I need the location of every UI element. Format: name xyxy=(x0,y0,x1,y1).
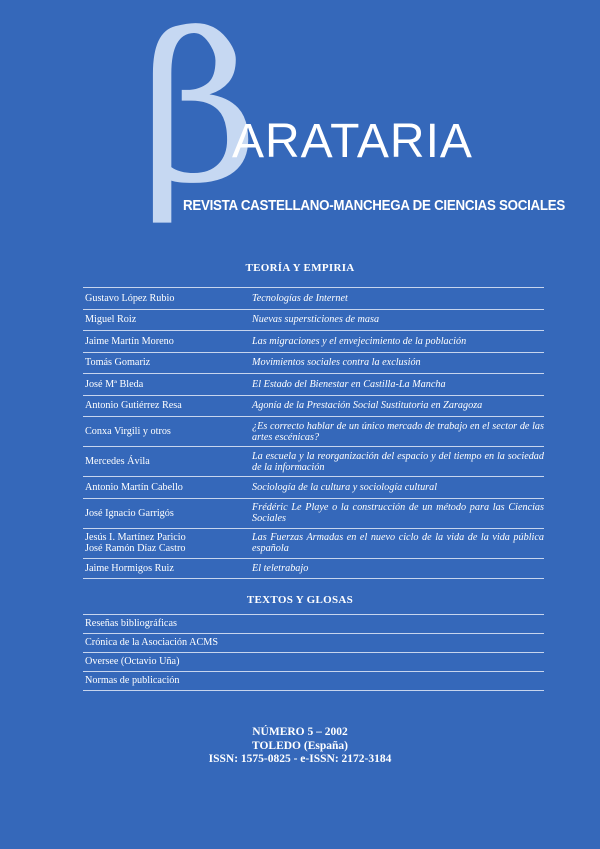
toc-row xyxy=(83,498,544,528)
toc-author: Jaime Martín Moreno xyxy=(85,335,174,347)
toc-title: Nuevas supersticiones de masa xyxy=(252,314,380,326)
toc-row xyxy=(83,352,544,374)
toc-author: Gustavo López Rubio xyxy=(85,292,175,304)
toc-title: Agonía de la Prestación Social Sustitutoria en Zaragoza xyxy=(252,400,483,412)
issue-number: NÚMERO 5 – 2002 xyxy=(252,726,348,738)
toc-row xyxy=(83,330,544,352)
toc-title: Las Fuerzas Armadas en el nuevo ciclo de la vida de la vida pública española xyxy=(252,532,544,554)
toc-author: Miguel Roiz xyxy=(85,314,137,326)
toc-author: Tomás Gomariz xyxy=(85,357,151,369)
list-item: Oversee (Octavio Uña) xyxy=(83,652,544,671)
toc-author: Jaime Hormigos Ruiz xyxy=(85,562,174,574)
list-item: Crónica de la Asociación ACMS xyxy=(83,633,544,652)
logo-subtitle: REVISTA CASTELLANO-MANCHEGA DE CIENCIAS SOCIALES xyxy=(183,198,566,214)
table-of-contents xyxy=(83,287,544,579)
list-item: Normas de publicación xyxy=(83,671,544,691)
toc-title: Movimientos sociales contra la exclusión xyxy=(252,357,421,369)
toc-title: ¿Es correcto hablar de un único mercado de trabajo en el sector de las artes escénicas? xyxy=(252,420,544,443)
toc-author: Mercedes Ávila xyxy=(85,456,150,467)
toc-title: El Estado del Bienestar en Castilla-La Mancha xyxy=(252,378,446,390)
toc-row xyxy=(83,395,544,417)
toc-row xyxy=(83,558,544,580)
toc-row xyxy=(83,476,544,498)
toc-title: Sociología de la cultura y sociología cultural xyxy=(252,481,438,493)
toc-author: José Ramón Díaz Castro xyxy=(85,543,186,554)
toc-author: Jesús I. Martínez Paricio xyxy=(85,532,186,543)
glosas-list xyxy=(83,614,544,691)
toc-row xyxy=(83,287,544,309)
toc-title: Tecnologías de Internet xyxy=(252,292,348,304)
journal-logo xyxy=(0,0,600,250)
toc-title: Frédéric Le Playe o la construcción de un método para las Ciencias Sociales xyxy=(252,502,544,524)
section-title-teoria: TEORÍA Y EMPIRIA xyxy=(245,262,355,274)
section-title-textos: TEXTOS Y GLOSAS xyxy=(246,594,354,606)
logo-wordmark: ARATARIA xyxy=(232,115,473,168)
toc-row xyxy=(83,528,544,558)
issue-place: TOLEDO (España) xyxy=(252,739,348,752)
toc-author: Antonio Gutiérrez Resa xyxy=(85,400,182,412)
toc-title: La escuela y la reorganización del espacio y del tiempo en la sociedad de la información xyxy=(252,450,544,473)
toc-title: El teletrabajo xyxy=(252,562,309,574)
toc-author: Conxa Virgili y otros xyxy=(85,426,171,437)
issn-line: ISSN: 1575-0825 - e-ISSN: 2172-3184 xyxy=(208,753,392,765)
toc-title: Las migraciones y el envejecimiento de la población xyxy=(252,335,467,347)
toc-row xyxy=(83,416,544,446)
toc-row xyxy=(83,446,544,476)
toc-author: Antonio Martín Cabello xyxy=(85,481,183,493)
list-item: Reseñas bibliográficas xyxy=(83,614,544,633)
toc-author: José Mª Bleda xyxy=(85,378,144,390)
logo-beta-glyph: β xyxy=(140,0,259,229)
toc-row xyxy=(83,309,544,331)
toc-row xyxy=(83,373,544,395)
issue-info xyxy=(0,726,600,767)
toc-author: José Ignacio Garrigós xyxy=(85,507,174,519)
toc-author-group xyxy=(85,532,252,554)
